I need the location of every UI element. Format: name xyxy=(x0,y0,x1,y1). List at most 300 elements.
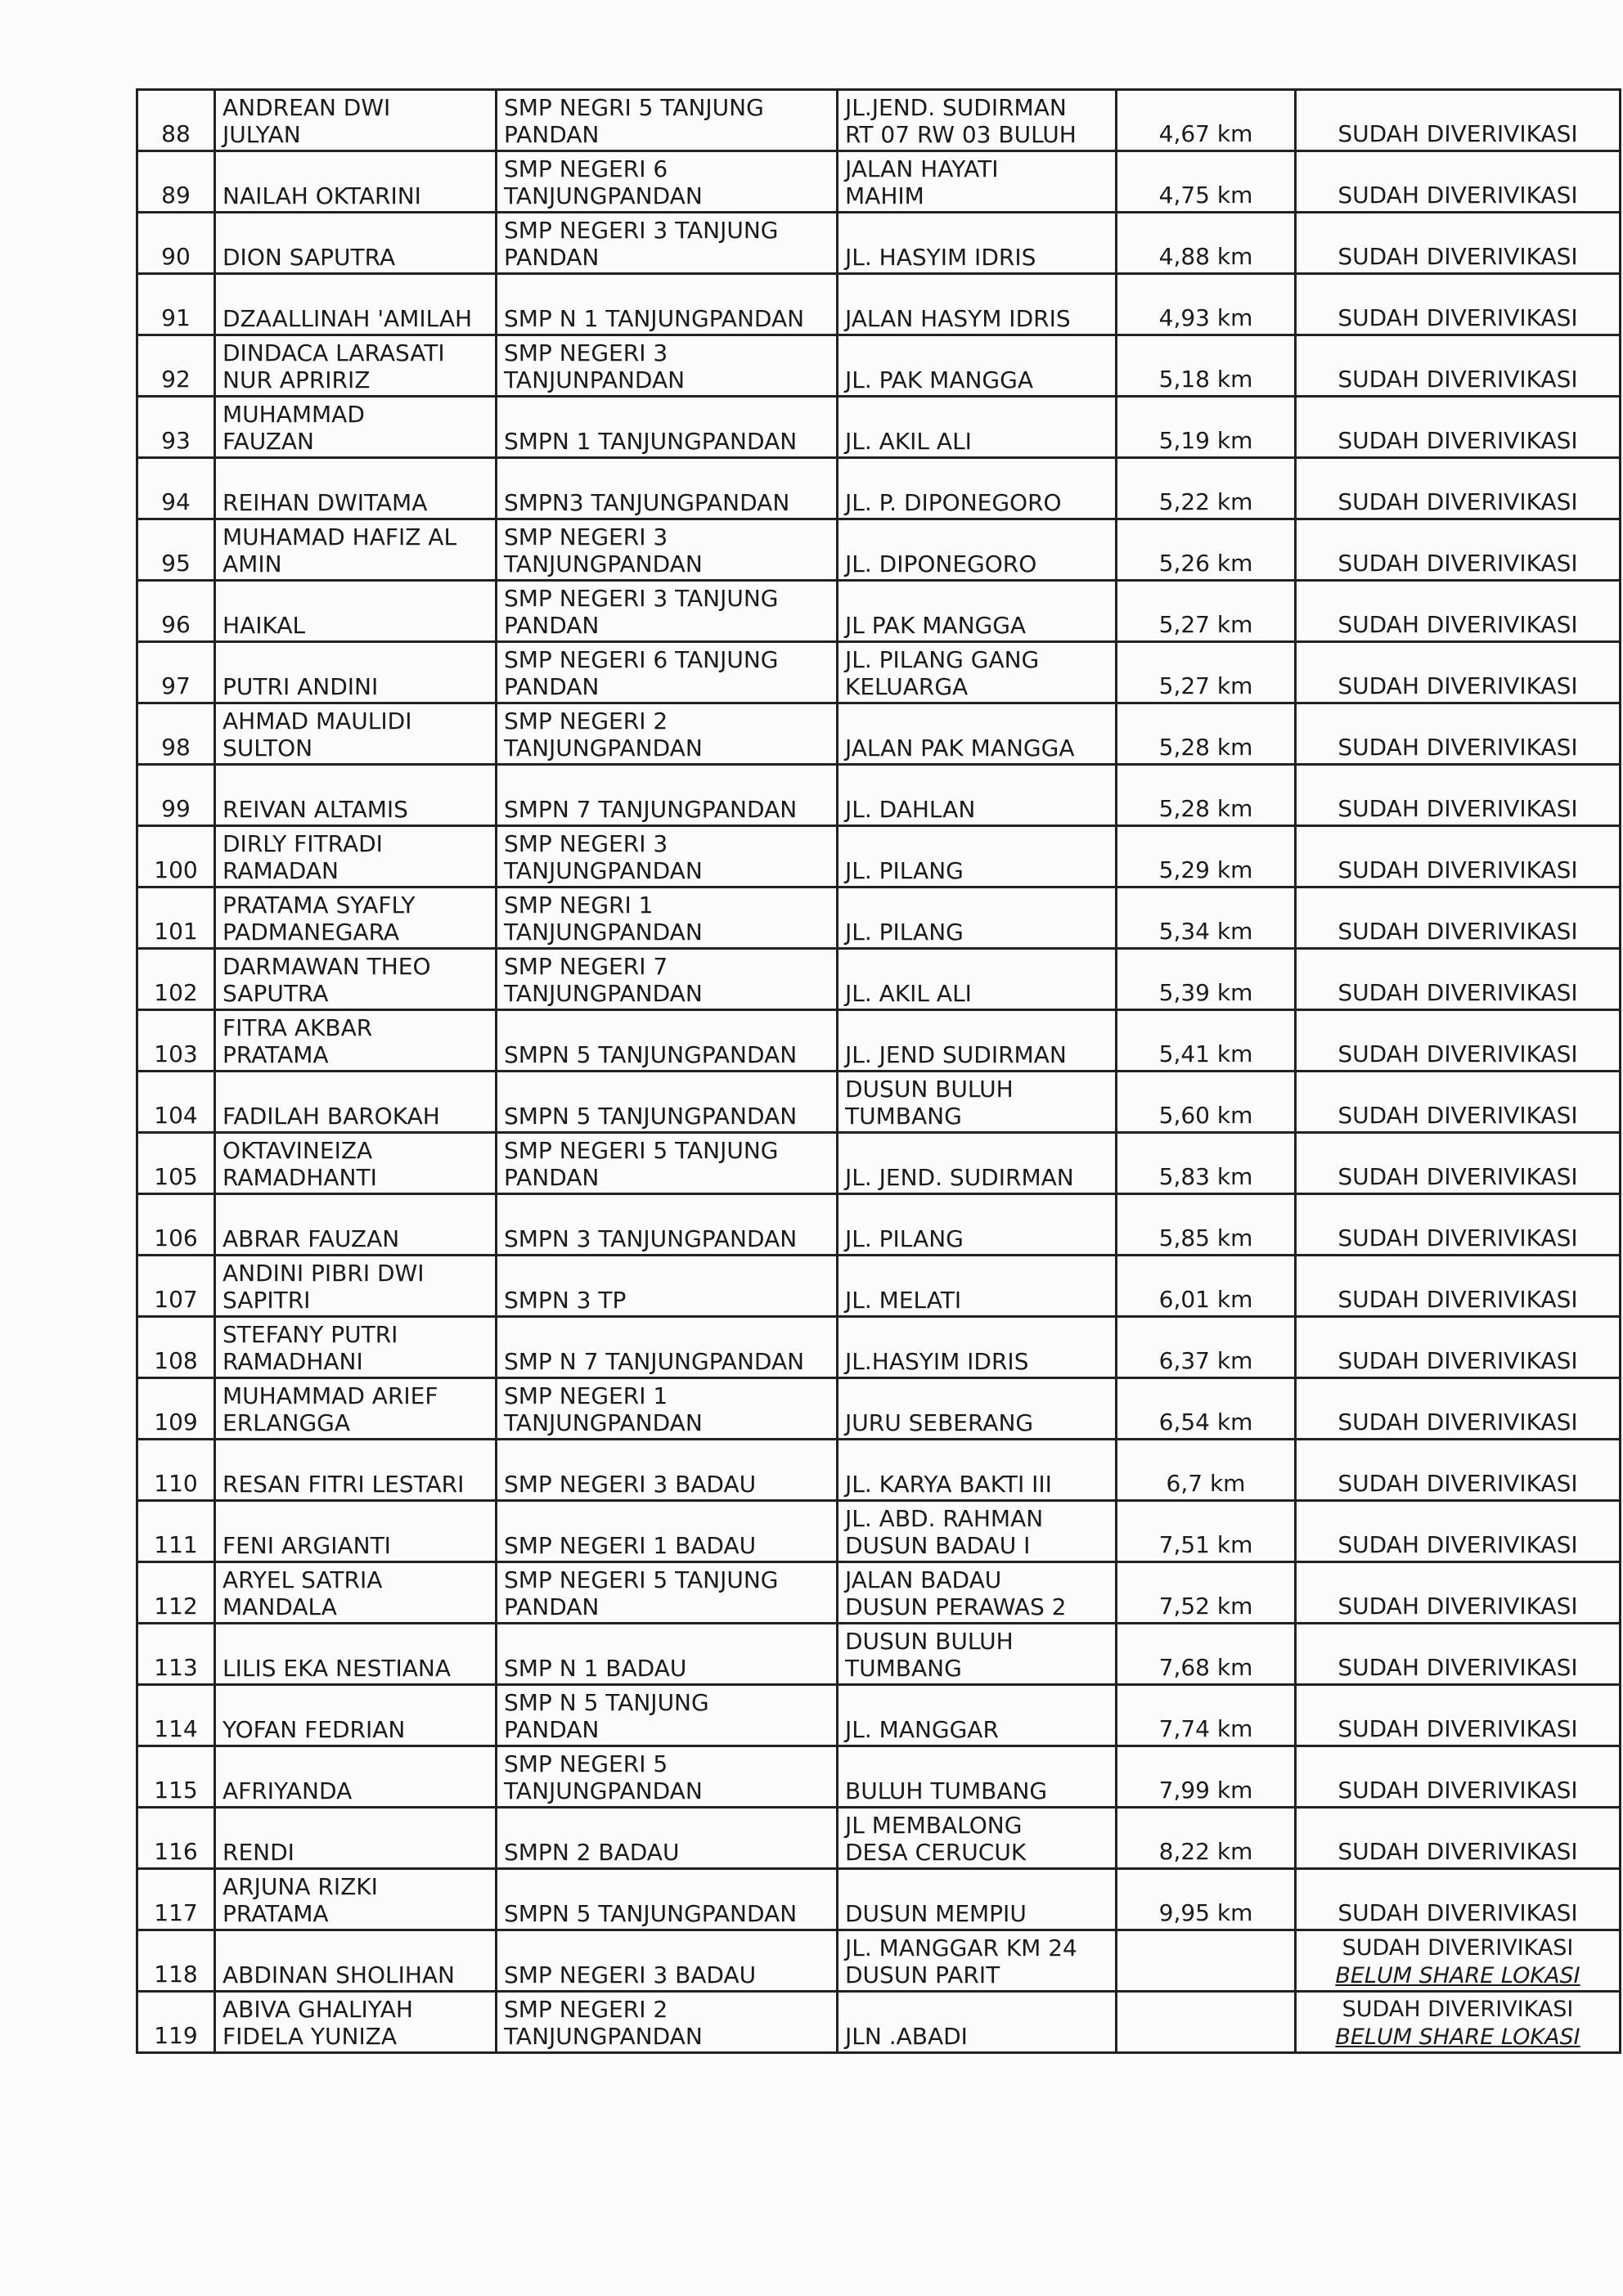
distance: 6,7 km xyxy=(1117,1440,1296,1501)
status-line-1: SUDAH DIVERIVIKASI xyxy=(1338,182,1578,209)
student-name-cell xyxy=(215,1624,497,1685)
distance xyxy=(1117,1992,1296,2053)
row-number: 103 xyxy=(137,1010,215,1072)
address-line-1 xyxy=(845,1323,1108,1347)
address-line-2: RT 07 RW 03 BULUH xyxy=(845,121,1077,148)
student-name-line-2: PADMANEGARA xyxy=(223,919,400,946)
table-row xyxy=(137,1624,1621,1685)
student-name-line-2: PRATAMA xyxy=(223,1900,329,1927)
row-number: 88 xyxy=(137,90,215,151)
table-row xyxy=(137,1869,1621,1930)
student-name-line-2: SAPITRI xyxy=(223,1287,311,1314)
verification-status xyxy=(1296,397,1621,458)
table-row xyxy=(137,151,1621,213)
address-line-2: JALAN HASYM IDRIS xyxy=(845,305,1071,332)
school-name-line-2: PANDAN xyxy=(504,673,600,700)
address-cell xyxy=(838,1562,1117,1624)
address-line-2: JL. PAK MANGGA xyxy=(845,366,1033,393)
school-name-cell xyxy=(497,1072,838,1133)
row-number: 93 xyxy=(137,397,215,458)
status-line-1: SUDAH DIVERIVIKASI xyxy=(1338,304,1578,331)
student-name-cell xyxy=(215,1808,497,1869)
student-name-line-1: PRATAMA SYAFLY xyxy=(223,892,416,919)
verification-status xyxy=(1296,1501,1621,1562)
school-name-line-2: PANDAN xyxy=(504,244,600,271)
student-name-cell xyxy=(215,1072,497,1133)
school-name-cell xyxy=(497,949,838,1010)
address-line-2: TUMBANG xyxy=(845,1103,962,1130)
school-name-line-2: SMP NEGERI 3 BADAU xyxy=(504,1961,757,1988)
student-name-line-1: MUHAMAD HAFIZ AL xyxy=(223,523,457,550)
school-name-line-2: PANDAN xyxy=(504,1593,600,1620)
address-cell xyxy=(838,1010,1117,1072)
status-line-1: SUDAH DIVERIVIKASI xyxy=(1338,611,1578,638)
verification-status xyxy=(1296,1010,1621,1072)
school-name-line-1 xyxy=(504,1875,829,1899)
student-name-cell xyxy=(215,1194,497,1256)
student-name-line-2: SULTON xyxy=(223,735,313,762)
student-name-line-1: ABIVA GHALIYAH xyxy=(223,1996,413,2023)
row-number: 98 xyxy=(137,703,215,765)
address-cell xyxy=(838,213,1117,274)
school-name-cell xyxy=(497,1562,838,1624)
student-name-line-1 xyxy=(223,464,488,488)
status-line-1: SUDAH DIVERIVIKASI xyxy=(1338,856,1578,883)
address-cell xyxy=(838,1440,1117,1501)
address-line-2: JL. MANGGAR xyxy=(845,1716,999,1743)
student-name-line-1 xyxy=(223,157,488,182)
student-name-line-1 xyxy=(223,1752,488,1777)
school-name-line-2: SMPN 5 TANJUNGPANDAN xyxy=(504,1041,798,1068)
address-cell xyxy=(838,826,1117,887)
status-line-1: SUDAH DIVERIVIKASI xyxy=(1338,243,1578,270)
verification-status xyxy=(1296,826,1621,887)
row-number: 104 xyxy=(137,1072,215,1133)
distance: 7,68 km xyxy=(1117,1624,1296,1685)
distance: 6,37 km xyxy=(1117,1317,1296,1378)
school-name-line-2: SMP N 1 TANJUNGPANDAN xyxy=(504,305,805,332)
status-line-1: SUDAH DIVERIVIKASI xyxy=(1338,1899,1578,1926)
school-name-cell xyxy=(497,887,838,949)
student-name-line-1: DIRLY FITRADI xyxy=(223,830,383,857)
school-name-line-1: SMP NEGERI 3 xyxy=(504,523,668,550)
address-cell xyxy=(838,642,1117,703)
address-line-2: JL PAK MANGGA xyxy=(845,612,1027,639)
status-line-1: SUDAH DIVERIVIKASI xyxy=(1338,1347,1578,1374)
address-line-1: JL. MANGGAR KM 24 xyxy=(845,1934,1077,1961)
status-line-1: SUDAH DIVERIVIKASI xyxy=(1338,672,1578,699)
table-row xyxy=(137,1133,1621,1194)
status-line-1: SUDAH DIVERIVIKASI xyxy=(1338,1593,1578,1620)
student-name-line-2: LILIS EKA NESTIANA xyxy=(223,1655,452,1682)
table-row xyxy=(137,1746,1621,1808)
student-name-line-2: FADILAH BAROKAH xyxy=(223,1103,440,1130)
address-cell xyxy=(838,1133,1117,1194)
address-line-2: JL. JEND. SUDIRMAN xyxy=(845,1164,1074,1191)
student-name-line-1: STEFANY PUTRI xyxy=(223,1321,398,1348)
distance: 5,19 km xyxy=(1117,397,1296,458)
address-line-1 xyxy=(845,1445,1108,1470)
address-line-2: JL. DAHLAN xyxy=(845,796,976,823)
address-line-2: JL. PILANG xyxy=(845,919,964,946)
school-name-line-1 xyxy=(504,1936,829,1961)
student-name-line-2: FIDELA YUNIZA xyxy=(223,2023,398,2050)
student-name-cell xyxy=(215,887,497,949)
school-name-line-1 xyxy=(504,464,829,488)
school-name-line-2: TANJUNGPANDAN xyxy=(504,857,703,884)
address-cell xyxy=(838,1317,1117,1378)
address-cell xyxy=(838,1685,1117,1746)
student-name-cell xyxy=(215,274,497,335)
verification-status xyxy=(1296,274,1621,335)
school-name-cell xyxy=(497,519,838,581)
student-name-line-1: OKTAVINEIZA xyxy=(223,1137,373,1164)
address-line-2: DUSUN MEMPIU xyxy=(845,1900,1027,1927)
row-number: 117 xyxy=(137,1869,215,1930)
address-cell xyxy=(838,765,1117,826)
address-line-2: JLN .ABADI xyxy=(845,2023,968,2050)
distance: 4,93 km xyxy=(1117,274,1296,335)
row-number: 118 xyxy=(137,1930,215,1992)
school-name-line-2: TANJUNGPANDAN xyxy=(504,1409,703,1436)
student-name-line-2: REIHAN DWITAMA xyxy=(223,489,428,516)
student-name-line-1 xyxy=(223,280,488,304)
table-row xyxy=(137,1072,1621,1133)
school-name-line-1 xyxy=(504,1507,829,1531)
distance: 4,67 km xyxy=(1117,90,1296,151)
student-name-cell xyxy=(215,458,497,519)
row-number: 105 xyxy=(137,1133,215,1194)
distance: 7,51 km xyxy=(1117,1501,1296,1562)
status-line-1: SUDAH DIVERIVIKASI xyxy=(1338,1286,1578,1313)
school-name-line-2: TANJUNGPANDAN xyxy=(504,2023,703,2050)
address-cell xyxy=(838,703,1117,765)
status-line-1: SUDAH DIVERIVIKASI xyxy=(1338,1470,1578,1497)
verification-status xyxy=(1296,1808,1621,1869)
verification-status xyxy=(1296,1930,1621,1992)
student-name-line-1: MUHAMMAD xyxy=(223,401,365,428)
table-row xyxy=(137,213,1621,274)
row-number: 108 xyxy=(137,1317,215,1378)
row-number: 107 xyxy=(137,1256,215,1317)
school-name-cell xyxy=(497,1992,838,2053)
student-name-cell xyxy=(215,1746,497,1808)
table-row xyxy=(137,1562,1621,1624)
student-name-cell xyxy=(215,1010,497,1072)
student-name-cell xyxy=(215,1930,497,1992)
school-name-cell xyxy=(497,1624,838,1685)
student-name-cell xyxy=(215,1256,497,1317)
address-line-1 xyxy=(845,525,1108,550)
school-name-line-1 xyxy=(504,402,829,427)
row-number: 100 xyxy=(137,826,215,887)
school-name-cell xyxy=(497,1746,838,1808)
student-name-line-2: SAPUTRA xyxy=(223,980,329,1007)
student-name-line-1 xyxy=(223,586,488,611)
status-line-1: SUDAH DIVERIVIKASI xyxy=(1338,120,1578,147)
school-name-cell xyxy=(497,1194,838,1256)
address-cell xyxy=(838,274,1117,335)
student-name-cell xyxy=(215,642,497,703)
school-name-line-1: SMP N 5 TANJUNG xyxy=(504,1689,709,1716)
student-name-cell xyxy=(215,90,497,151)
table-row xyxy=(137,397,1621,458)
address-line-1: JALAN HAYATI xyxy=(845,155,999,182)
table-row xyxy=(137,274,1621,335)
address-line-1 xyxy=(845,893,1108,918)
address-line-1 xyxy=(845,1200,1108,1224)
school-name-line-2: PANDAN xyxy=(504,612,600,639)
status-line-2: BELUM SHARE LOKASI xyxy=(1335,1963,1580,1988)
distance: 5,27 km xyxy=(1117,581,1296,642)
school-name-line-2: TANJUNGPANDAN xyxy=(504,980,703,1007)
distance: 5,28 km xyxy=(1117,703,1296,765)
school-name-cell xyxy=(497,335,838,397)
school-name-cell xyxy=(497,703,838,765)
student-name-cell xyxy=(215,581,497,642)
distance: 7,52 km xyxy=(1117,1562,1296,1624)
address-line-1 xyxy=(845,1261,1108,1286)
school-name-line-1 xyxy=(504,1261,829,1286)
student-verification-table xyxy=(136,88,1621,2054)
address-line-1: JL. ABD. RAHMAN xyxy=(845,1505,1044,1532)
school-name-line-1: SMP NEGRI 5 TANJUNG xyxy=(504,94,764,121)
student-name-line-2: HAIKAL xyxy=(223,612,306,639)
verification-status xyxy=(1296,1685,1621,1746)
table-row xyxy=(137,1440,1621,1501)
address-line-2: DUSUN BADAU I xyxy=(845,1532,1031,1559)
verification-status xyxy=(1296,151,1621,213)
school-name-cell xyxy=(497,1317,838,1378)
school-name-line-2: TANJUNGPANDAN xyxy=(504,919,703,946)
address-cell xyxy=(838,90,1117,151)
table-row xyxy=(137,335,1621,397)
row-number: 114 xyxy=(137,1685,215,1746)
student-name-line-2: RENDI xyxy=(223,1839,294,1866)
distance: 6,01 km xyxy=(1117,1256,1296,1317)
verification-status xyxy=(1296,1194,1621,1256)
school-name-line-1: SMP NEGERI 2 xyxy=(504,1996,668,2023)
row-number: 102 xyxy=(137,949,215,1010)
address-line-1: DUSUN BULUH xyxy=(845,1628,1014,1655)
student-name-line-2: RAMADAN xyxy=(223,857,339,884)
verification-status xyxy=(1296,1317,1621,1378)
school-name-cell xyxy=(497,1501,838,1562)
student-name-line-2: DION SAPUTRA xyxy=(223,244,396,271)
address-cell xyxy=(838,1869,1117,1930)
verification-status xyxy=(1296,1256,1621,1317)
row-number: 116 xyxy=(137,1808,215,1869)
address-line-2: DUSUN PARIT xyxy=(845,1961,1000,1988)
student-name-line-1 xyxy=(223,1200,488,1224)
status-line-1: SUDAH DIVERIVIKASI xyxy=(1338,734,1578,761)
verification-status xyxy=(1296,213,1621,274)
distance: 7,74 km xyxy=(1117,1685,1296,1746)
school-name-line-1: SMP NEGERI 6 xyxy=(504,155,668,182)
table-row xyxy=(137,703,1621,765)
student-name-line-2: RAMADHANI xyxy=(223,1348,363,1375)
student-name-cell xyxy=(215,335,497,397)
address-line-2: JALAN PAK MANGGA xyxy=(845,735,1075,762)
status-line-1: SUDAH DIVERIVIKASI xyxy=(1338,366,1578,393)
table-row xyxy=(137,1992,1621,2053)
school-name-line-1: SMP NEGERI 5 TANJUNG xyxy=(504,1137,779,1164)
school-name-line-1: SMP NEGERI 3 TANJUNG xyxy=(504,585,779,612)
school-name-cell xyxy=(497,151,838,213)
school-name-line-2: SMP NEGERI 3 BADAU xyxy=(504,1471,757,1498)
school-name-line-2: TANJUNGPANDAN xyxy=(504,735,703,762)
student-name-cell xyxy=(215,1992,497,2053)
distance: 5,39 km xyxy=(1117,949,1296,1010)
school-name-line-1 xyxy=(504,1200,829,1224)
address-line-1 xyxy=(845,832,1108,856)
address-cell xyxy=(838,1930,1117,1992)
student-name-line-1: MUHAMMAD ARIEF xyxy=(223,1382,438,1409)
school-name-line-1: SMP NEGERI 1 xyxy=(504,1382,668,1409)
table-row xyxy=(137,458,1621,519)
address-cell xyxy=(838,1992,1117,2053)
student-name-cell xyxy=(215,765,497,826)
address-cell xyxy=(838,519,1117,581)
address-cell xyxy=(838,949,1117,1010)
student-name-line-2: RESAN FITRI LESTARI xyxy=(223,1471,465,1498)
address-line-2: JL. PILANG xyxy=(845,1225,964,1252)
status-line-1: SUDAH DIVERIVIKASI xyxy=(1338,1409,1578,1436)
verification-status xyxy=(1296,949,1621,1010)
student-name-line-2: DZAALLINAH 'AMILAH xyxy=(223,305,473,332)
table-body xyxy=(137,90,1621,2053)
student-name-cell xyxy=(215,826,497,887)
status-line-1: SUDAH DIVERIVIKASI xyxy=(1342,1935,1574,1961)
table-row xyxy=(137,949,1621,1010)
verification-status xyxy=(1296,581,1621,642)
address-line-2: JL. JEND SUDIRMAN xyxy=(845,1041,1067,1068)
row-number: 91 xyxy=(137,274,215,335)
address-cell xyxy=(838,1624,1117,1685)
row-number: 113 xyxy=(137,1624,215,1685)
status-line-1: SUDAH DIVERIVIKASI xyxy=(1338,1838,1578,1865)
address-line-1 xyxy=(845,1691,1108,1715)
address-line-1 xyxy=(845,1016,1108,1040)
school-name-cell xyxy=(497,458,838,519)
school-name-line-2: SMPN 5 TANJUNGPANDAN xyxy=(504,1103,798,1130)
student-name-line-2: PUTRI ANDINI xyxy=(223,673,379,700)
address-line-2: MAHIM xyxy=(845,182,924,209)
verification-status xyxy=(1296,887,1621,949)
row-number: 110 xyxy=(137,1440,215,1501)
status-line-1: SUDAH DIVERIVIKASI xyxy=(1338,1531,1578,1558)
table-row xyxy=(137,642,1621,703)
status-line-1: SUDAH DIVERIVIKASI xyxy=(1338,550,1578,577)
school-name-line-1 xyxy=(504,1016,829,1040)
verification-status xyxy=(1296,1072,1621,1133)
student-name-cell xyxy=(215,151,497,213)
student-name-line-2: AMIN xyxy=(223,550,282,577)
address-cell xyxy=(838,581,1117,642)
verification-status xyxy=(1296,335,1621,397)
table-row xyxy=(137,1256,1621,1317)
distance: 5,29 km xyxy=(1117,826,1296,887)
row-number: 94 xyxy=(137,458,215,519)
school-name-line-2: SMPN 7 TANJUNGPANDAN xyxy=(504,796,798,823)
school-name-cell xyxy=(497,581,838,642)
student-name-line-1: ANDINI PIBRI DWI xyxy=(223,1260,425,1287)
school-name-line-2: SMPN 2 BADAU xyxy=(504,1839,680,1866)
address-line-1 xyxy=(845,341,1108,366)
student-name-cell xyxy=(215,949,497,1010)
student-name-cell xyxy=(215,1378,497,1440)
school-name-line-2: SMP NEGERI 1 BADAU xyxy=(504,1532,757,1559)
school-name-line-2: SMPN3 TANJUNGPANDAN xyxy=(504,489,790,516)
verification-status xyxy=(1296,519,1621,581)
distance: 5,41 km xyxy=(1117,1010,1296,1072)
address-line-1 xyxy=(845,1997,1108,2022)
school-name-line-2: PANDAN xyxy=(504,1716,600,1743)
student-name-line-2: ABRAR FAUZAN xyxy=(223,1225,400,1252)
school-name-line-2: TANJUNPANDAN xyxy=(504,366,686,393)
student-name-line-1: ARJUNA RIZKI xyxy=(223,1873,378,1900)
address-cell xyxy=(838,887,1117,949)
address-line-2: KELUARGA xyxy=(845,673,969,700)
school-name-cell xyxy=(497,1930,838,1992)
distance: 5,26 km xyxy=(1117,519,1296,581)
address-cell xyxy=(838,151,1117,213)
address-line-2: TUMBANG xyxy=(845,1655,962,1682)
school-name-line-1: SMP NEGERI 5 xyxy=(504,1750,668,1777)
student-name-line-1 xyxy=(223,1936,488,1961)
row-number: 119 xyxy=(137,1992,215,2053)
address-cell xyxy=(838,1072,1117,1133)
row-number: 96 xyxy=(137,581,215,642)
verification-status xyxy=(1296,1133,1621,1194)
verification-status xyxy=(1296,1992,1621,2053)
student-name-cell xyxy=(215,1869,497,1930)
status-line-1: SUDAH DIVERIVIKASI xyxy=(1338,1715,1578,1742)
student-name-line-2: REIVAN ALTAMIS xyxy=(223,796,408,823)
address-line-2: JL. P. DIPONEGORO xyxy=(845,489,1062,516)
address-line-1 xyxy=(845,771,1108,795)
student-name-line-2: MANDALA xyxy=(223,1593,337,1620)
address-line-2: JL. DIPONEGORO xyxy=(845,550,1037,577)
address-line-2: JL. PILANG xyxy=(845,857,964,884)
row-number: 89 xyxy=(137,151,215,213)
school-name-line-1 xyxy=(504,280,829,304)
school-name-line-2: TANJUNGPANDAN xyxy=(504,182,703,209)
student-name-line-1 xyxy=(223,1507,488,1531)
school-name-line-1: SMP NEGERI 5 TANJUNG xyxy=(504,1566,779,1593)
school-name-cell xyxy=(497,1440,838,1501)
table-row xyxy=(137,519,1621,581)
address-cell xyxy=(838,1808,1117,1869)
distance: 5,28 km xyxy=(1117,765,1296,826)
school-name-line-2: PANDAN xyxy=(504,1164,600,1191)
table-row xyxy=(137,1010,1621,1072)
address-line-1 xyxy=(845,464,1108,488)
table-row xyxy=(137,826,1621,887)
verification-status xyxy=(1296,1562,1621,1624)
student-name-line-1 xyxy=(223,1077,488,1102)
student-name-line-2: FENI ARGIANTI xyxy=(223,1532,391,1559)
verification-status xyxy=(1296,765,1621,826)
student-name-line-1 xyxy=(223,1445,488,1470)
distance: 5,60 km xyxy=(1117,1072,1296,1133)
school-name-cell xyxy=(497,1869,838,1930)
student-name-line-2: ERLANGGA xyxy=(223,1409,351,1436)
school-name-cell xyxy=(497,765,838,826)
address-line-1: DUSUN BULUH xyxy=(845,1076,1014,1103)
school-name-line-1: SMP NEGERI 3 xyxy=(504,830,668,857)
student-name-cell xyxy=(215,519,497,581)
